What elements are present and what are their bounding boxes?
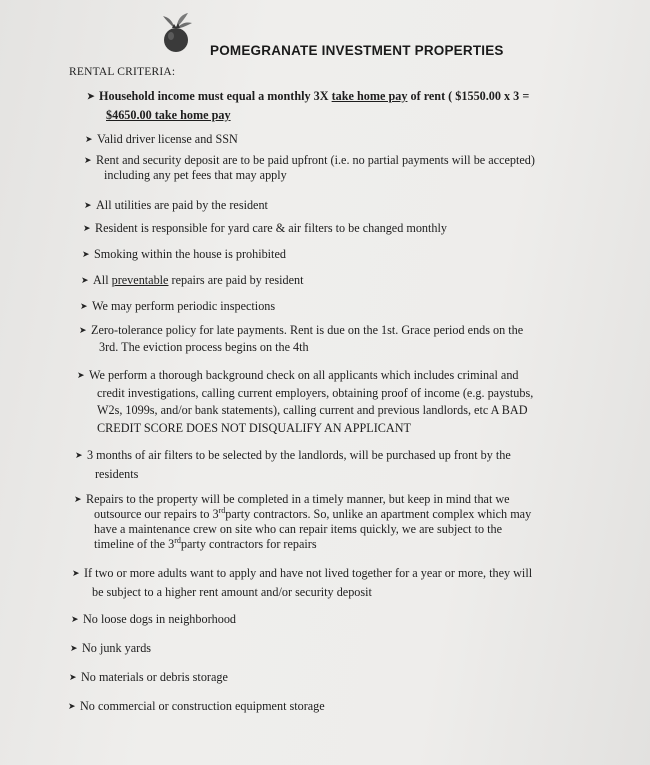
- criterion-materials: [69, 670, 228, 685]
- criterion-adults: [72, 564, 532, 602]
- contractors-line4-prefix: timeline of the 3: [94, 537, 175, 551]
- criterion-utilities: [84, 198, 268, 213]
- arrow-bullet-icon: ➤: [74, 494, 82, 504]
- junk-text: No junk yards: [82, 641, 152, 655]
- contractors-line4-suffix: party contractors for repairs: [180, 537, 317, 551]
- arrow-bullet-icon: ➤: [69, 672, 77, 682]
- criterion-smoking: [82, 247, 286, 262]
- income-line2: $4650.00 take home pay: [106, 108, 231, 122]
- section-label: RENTAL CRITERIA:: [69, 66, 176, 78]
- criterion-inspections: [80, 299, 275, 314]
- repairs-prefix: All: [93, 273, 112, 287]
- air-filters-line2: residents: [95, 467, 139, 481]
- equipment-text: No commercial or construction equipment storage: [80, 699, 325, 713]
- income-suffix: of rent ( $1550.00 x 3 =: [407, 89, 530, 103]
- arrow-bullet-icon: ➤: [83, 223, 91, 233]
- criterion-dogs: [71, 612, 236, 627]
- criterion-repairs-paid: [81, 273, 304, 288]
- arrow-bullet-icon: ➤: [70, 643, 78, 653]
- adults-line1: If two or more adults want to apply and have not lived together for a year or more, they will: [84, 566, 533, 580]
- upfront-line2: including any pet fees that may apply: [104, 168, 287, 182]
- pomegranate-icon: [157, 12, 197, 54]
- criterion-late-payments: [79, 322, 523, 356]
- company-title: POMEGRANATE INVESTMENT PROPERTIES: [210, 43, 504, 58]
- criterion-yard: [83, 221, 447, 236]
- income-prefix: Household income must equal a monthly 3X: [99, 89, 332, 103]
- arrow-bullet-icon: ➤: [68, 701, 76, 711]
- criterion-upfront: [84, 153, 535, 183]
- criterion-air-filters: [75, 446, 511, 484]
- contractors-line2-prefix: outsource our repairs to 3: [94, 507, 219, 521]
- contractors-sup: rd: [218, 505, 226, 515]
- contractors-sup: rd: [174, 535, 181, 545]
- air-filters-line1: 3 months of air filters to be selected by the landlords, will be purchased up front by the: [87, 448, 511, 462]
- inspections-text: We may perform periodic inspections: [92, 299, 276, 313]
- arrow-bullet-icon: ➤: [79, 325, 87, 335]
- arrow-bullet-icon: ➤: [84, 200, 92, 210]
- background-line4: CREDIT SCORE DOES NOT DISQUALIFY AN APPLICANT: [97, 420, 411, 435]
- arrow-bullet-icon: ➤: [87, 91, 95, 101]
- arrow-bullet-icon: ➤: [82, 249, 90, 259]
- materials-text: No materials or debris storage: [81, 670, 228, 684]
- arrow-bullet-icon: ➤: [80, 301, 88, 311]
- background-line2: credit investigations, calling current employers, obtaining proof of income (e.g. paystubs,: [97, 385, 534, 400]
- arrow-bullet-icon: ➤: [75, 450, 83, 460]
- smoking-text: Smoking within the house is prohibited: [94, 247, 286, 261]
- repairs-underlined: preventable: [111, 273, 169, 287]
- adults-line2: be subject to a higher rent amount and/or security deposit: [92, 585, 372, 599]
- dogs-text: No loose dogs in neighborhood: [83, 612, 237, 626]
- arrow-bullet-icon: ➤: [71, 614, 79, 624]
- license-text: Valid driver license and SSN: [97, 132, 238, 146]
- utilities-text: All utilities are paid by the resident: [96, 198, 268, 212]
- criterion-background-check: [77, 367, 533, 437]
- background-line3: W2s, 1099s, and/or bank statements), calling current and previous landlords, etc A BAD: [97, 403, 528, 417]
- late-line2: 3rd. The eviction process begins on the 4th: [99, 340, 309, 354]
- criterion-junk: [70, 641, 151, 656]
- contractors-line2-suffix: party contractors. So, unlike an apartment complex which may: [225, 507, 532, 521]
- criterion-contractors: [74, 492, 531, 552]
- arrow-bullet-icon: ➤: [85, 134, 93, 144]
- arrow-bullet-icon: ➤: [81, 275, 89, 285]
- arrow-bullet-icon: ➤: [72, 568, 80, 578]
- criterion-equipment: [68, 699, 325, 714]
- arrow-bullet-icon: ➤: [84, 155, 92, 165]
- repairs-suffix: repairs are paid by resident: [168, 273, 304, 287]
- late-line1: Zero-tolerance policy for late payments. Rent is due on the 1st. Grace period ends on the: [91, 323, 524, 337]
- yard-text: Resident is responsible for yard care & air filters to be changed monthly: [95, 221, 447, 235]
- contractors-line1: Repairs to the property will be completed in a timely manner, but keep in mind that we: [86, 492, 510, 506]
- contractors-line3: have a maintenance crew on site who can repair items quickly, we are subject to the: [94, 522, 503, 536]
- arrow-bullet-icon: ➤: [77, 370, 85, 380]
- background-line1: We perform a thorough background check on all applicants which includes criminal and: [89, 368, 519, 382]
- criterion-license: [85, 132, 238, 147]
- criterion-income: [87, 89, 529, 123]
- income-underlined: take home pay: [331, 89, 408, 103]
- upfront-line1: Rent and security deposit are to be paid upfront (i.e. no partial payments will be accepted): [96, 153, 535, 167]
